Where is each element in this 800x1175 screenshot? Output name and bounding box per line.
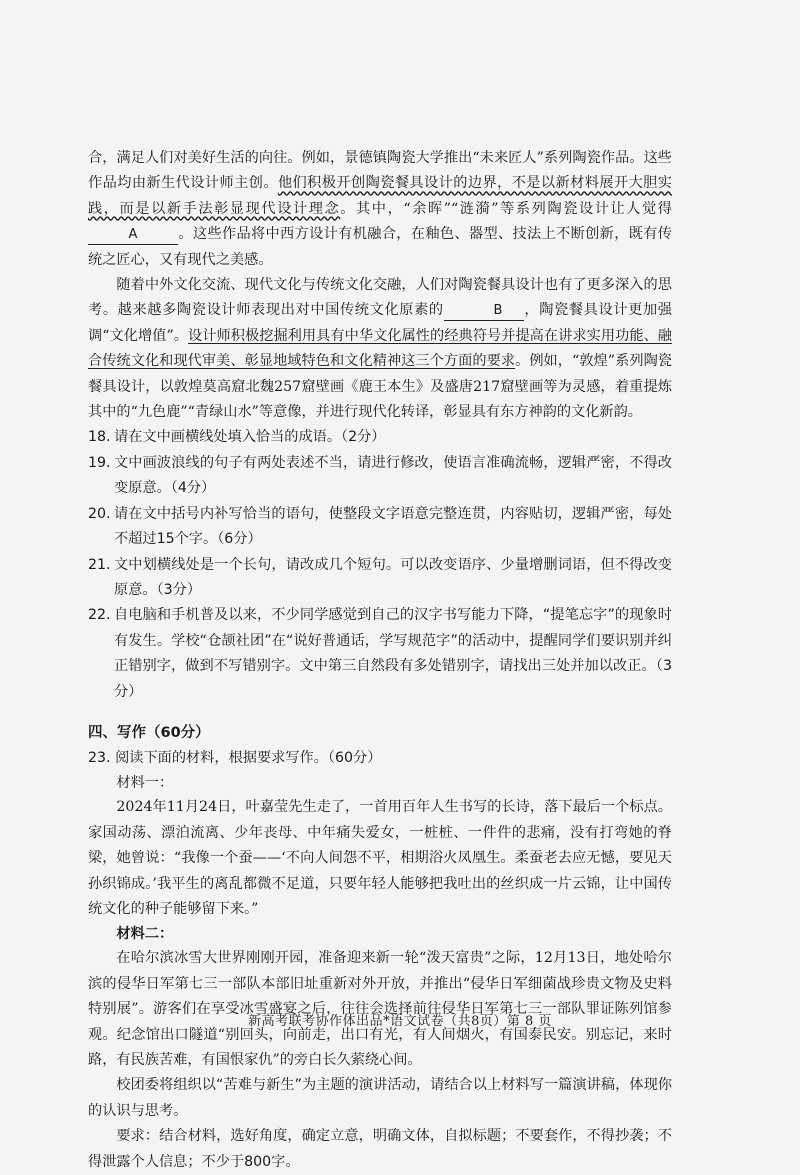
question-number: 19. [88,454,111,471]
page-footer: 新高考联考协作体出品*语文试卷（共8页）第 8 页 [248,1014,552,1029]
question-18 [88,425,672,450]
question-21 [88,553,672,604]
question-22 [88,603,672,705]
material-1-text: 2024年11月24日，叶嘉莹先生走了，一首用百年人生书写的长诗，落下最后一个标点。家国动荡、漂泊流离、少年丧母、中年痛失爱女，一桩桩、一件件的悲痛，没有打弯她的脊梁，她曾说：“我像一个蚕——‘不向人间怨不平，相期浴火凤凰生。柔蚕老去应无憾，要见天孙织锦成。’我平生的离乱都微不足道，只要年轻人能够把我吐出的丝织成一片云锦，让中国传统文化的种子能够留下来。” [88,799,672,917]
blank-a-label: A [128,227,138,243]
material-1-label: 材料一： [116,775,174,792]
question-number: 22. [88,607,111,624]
question-text: 自电脑和手机普及以来，不少同学感觉到自己的汉字书写能力下降，“提笔忘字”的现象时有发生。学校“仓颉社团”在“说好普通话，学写规范字”的活动中，提醒同学们要识别并纠正错别字，做到不写错别字。文中第三自然段有多处错别字，请找出三处并加以改正。（3分） [114,607,672,700]
p1-end: 。这些作品将中西方设计有机融合，在釉色、器型、技法上不断创新，既有传统之匠心，又有现代之美感。 [88,226,672,268]
question-number: 21. [88,556,111,573]
passage-paragraph-2 [88,273,672,425]
p2-end: 。例如，“敦煌”系列陶瓷餐具设计，以敦煌莫高窟北魏257窟壁画《鹿王本生》及盛唐217窟壁画等为灵感，着重提炼其中的“九色鹿”“青绿山水”等意像，并进行现代化转译，彰显具有东方神韵的文化新韵。 [88,353,672,421]
question-number: 18. [88,429,111,446]
writing-task: 校团委将组织以“苦难与新生”为主题的演讲活动，请结合以上材料写一篇演讲稿，体现你的认识与思考。 [88,1077,672,1119]
blank-a [88,226,178,245]
question-23: 23. 阅读下面的材料，根据要求写作。（60分） [88,749,382,766]
underlined-long-sentence: 设计师积极挖掘利用具有中华文化属性的经典符号并提高在讲求实用功能、融合传统文化和现代审美、彰显地域特色和文化精神这三个方面的要求 [88,327,672,370]
question-text: 请在文中画横线处填入恰当的成语。（2分） [114,429,386,446]
p1-mid: 。其中，“余晖”“涟漪”等系列陶瓷设计让人觉得 [340,200,672,217]
p2-start: 随着中外文化交流、现代文化与传统文化交融，人们对陶瓷餐具设计也有了更多深入的思考。越来越多陶瓷设计师表现出对中国传统文化原素的 [88,277,672,319]
material-2-label: 材料二： [116,926,174,943]
question-20 [88,502,672,553]
writing-requirements: 要求：结合材料，选好角度，确定立意，明确文体，自拟标题；不要套作，不得抄袭；不得泄露个人信息；不少于800字。 [88,1128,672,1170]
p2-mid: ，陶瓷餐具设计更加强调“文化增值”。 [88,302,672,344]
question-19 [88,451,672,502]
wavy-underlined-sentence: 他们积极开创陶瓷餐具设计的边界，不是以新材料展开大胆实践，而是以新手法彰显现代设计理念 [88,175,672,217]
p1-start: 合，满足人们对美好生活的向往。例如，景德镇陶瓷大学推出“未来匠人”系列陶瓷作品。这些作品均由新生代设计师主创。 [88,150,672,192]
passage-paragraph-1 [88,146,672,273]
blank-b [444,302,524,321]
question-text: 文中画波浪线的句子有两处表述不当，请进行修改，使语言准确流畅，逻辑严密，不得改变原意。（4分） [114,454,672,497]
question-text: 请在文中括号内补写恰当的语句，使整段文字语意完整连贯，内容贴切，逻辑严密，每处不超过15个字。（6分） [114,505,672,548]
question-text: 文中划横线处是一个长句，请改成几个短句。可以改变语序、少量增删词语，但不得改变原意。（3分） [114,556,672,598]
section-title-writing: 四、写作（60分） [88,724,210,741]
blank-b-label: B [493,303,503,319]
material-2-text: 在哈尔滨冰雪大世界刚刚开园，准备迎来新一轮“泼天富贵”之际，12月13日，地处哈尔滨的侵华日军第七三一部队本部旧址重新对外开放，并推出“侵华日军细菌战珍贵文物及史料特别展”。游客们在享受冰雪盛宴之后，往往会选择前往侵华日军第七三一部队罪证陈列馆参观。纪念馆出口隧道“别回头，向前走，出口有光，有人间烟火，有国泰民安。别忘记，来时路，有民族苦难，有国恨家仇”的旁白长久萦绕心间。 [88,950,672,1068]
question-number: 20. [88,505,111,522]
